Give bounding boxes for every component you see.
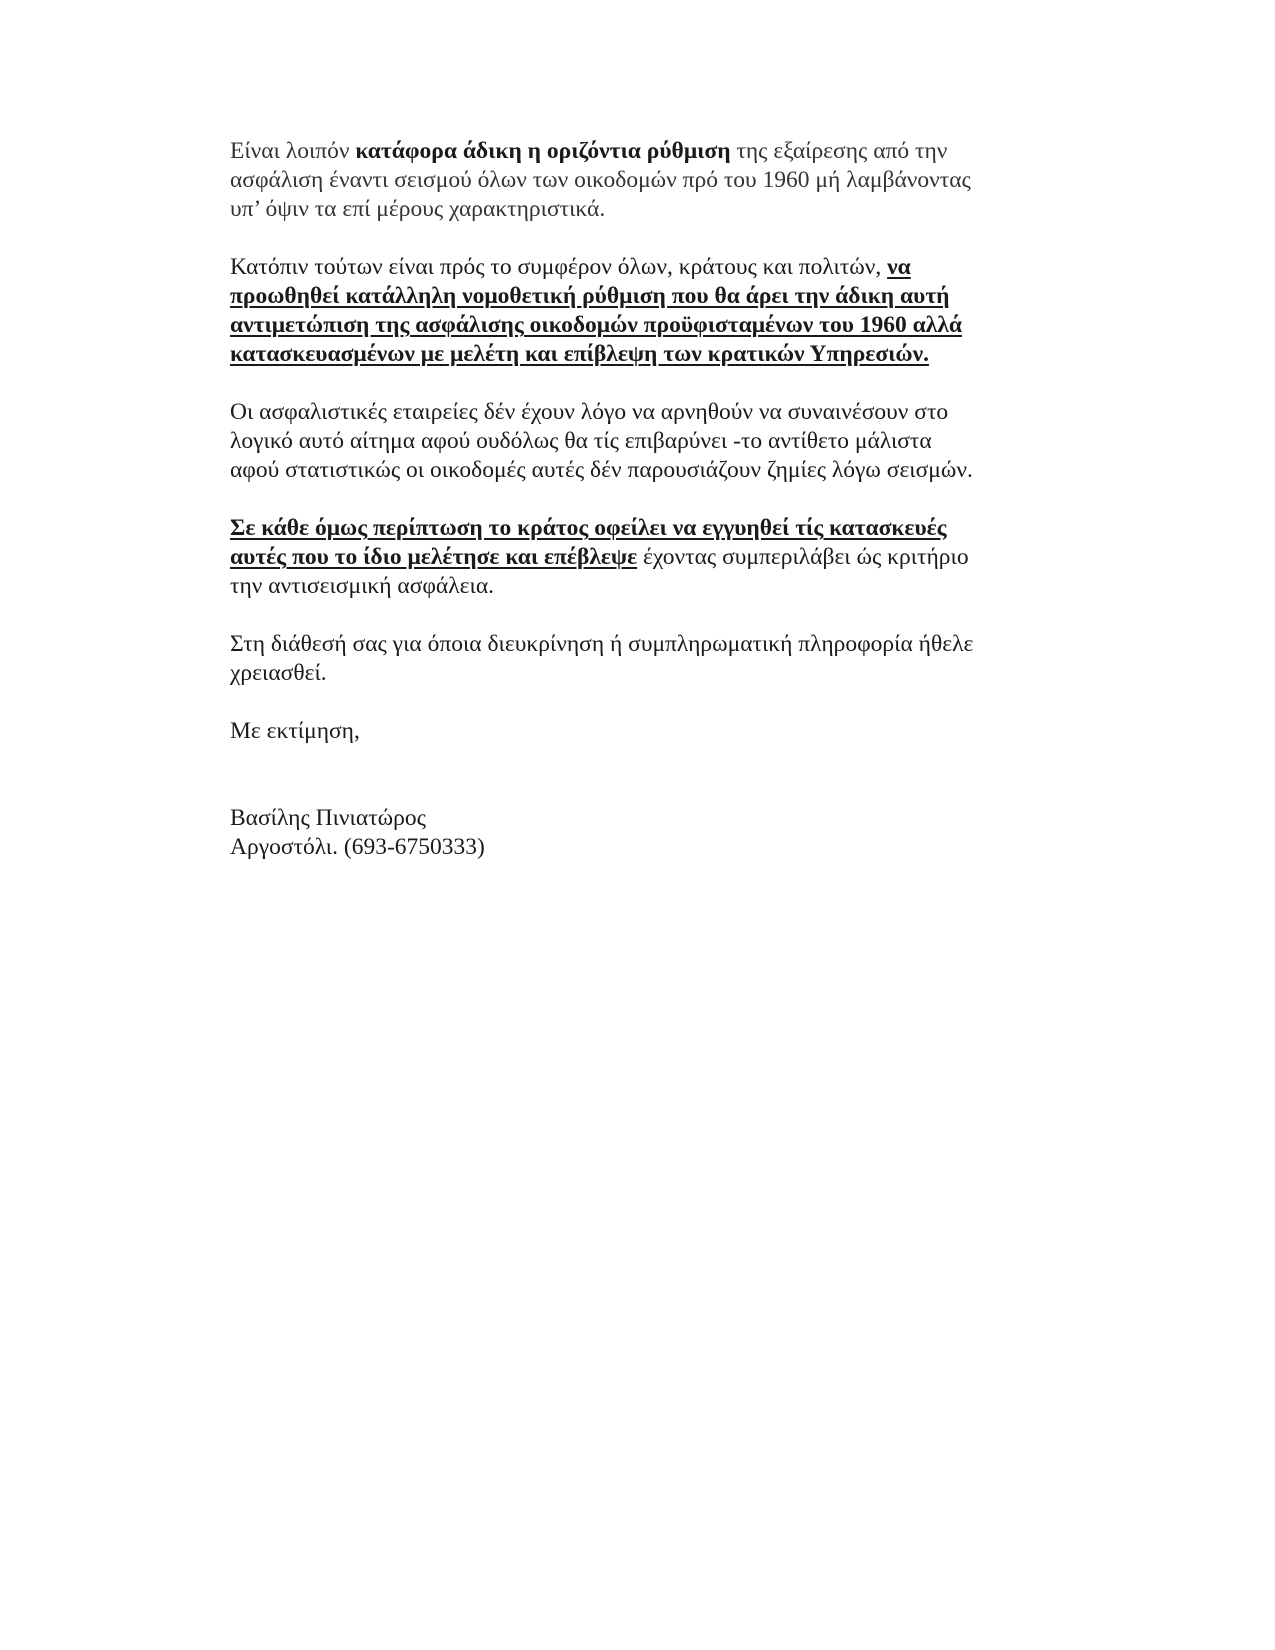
signature-block: [230, 804, 1060, 862]
paragraph-legislative-request: [230, 253, 1060, 369]
signature-name: Βασίλης Πινιατώρος: [230, 805, 426, 831]
p1-text-end: της εξαίρεσης από την: [730, 138, 948, 164]
p4-line-1: Σε κάθε όμως περίπτωση το κράτος οφείλει να εγγυηθεί τίς κατασκευές: [230, 515, 947, 541]
paragraph-horizontal-regulation: [230, 137, 1060, 224]
p5-line-1: Στη διάθεσή σας για όποια διευκρίνηση ή συμπληρωματική πληροφορία ήθελε: [230, 631, 974, 657]
p3-line-3: αφού στατιστικώς οι οικοδομές αυτές δέν παρουσιάζουν ζημίες λόγω σεισμών.: [230, 457, 973, 483]
p5-line-2: χρειασθεί.: [230, 660, 327, 686]
signature-contact: Αργοστόλι. (693-6750333): [230, 834, 485, 860]
p2-text-start: Κατόπιν τούτων είναι πρός το συμφέρον όλων, κράτους και πολιτών,: [230, 254, 888, 280]
p3-line-1: Οι ασφαλιστικές εταιρείες δέν έχουν λόγο να αρνηθούν να συναινέσουν στο: [230, 399, 949, 425]
p2-line-4: κατασκευασμένων με μελέτη και επίβλεψη των κρατικών Υπηρεσιών.: [230, 341, 929, 367]
p4-emphasis: αυτές που το ίδιο μελέτησε και επέβλεψε: [230, 544, 638, 570]
closing-text: Με εκτίμηση,: [230, 718, 360, 744]
p2-emphasis-start: να: [887, 254, 911, 280]
p1-emphasis: κατάφορα άδικη η οριζόντια ρύθμιση: [355, 138, 731, 164]
p4-line-3: την αντισεισμική ασφάλεια.: [230, 573, 495, 599]
p1-line-3: υπ’ όψιν τα επί μέρους χαρακτηριστικά.: [230, 196, 606, 222]
p4-text-end: έχοντας συμπεριλάβει ώς κριτήριο: [637, 544, 969, 570]
closing: [230, 717, 1060, 746]
paragraph-insurers: [230, 398, 1060, 485]
p3-line-2: λογικό αυτό αίτημα αφού ουδόλως θα τίς επιβαρύνει -το αντίθετο μάλιστα: [230, 428, 932, 454]
paragraph-availability: [230, 630, 1060, 688]
p2-line-3: αντιμετώπιση της ασφάλισης οικοδομών προϋφισταμένων του 1960 αλλά: [230, 312, 962, 338]
paragraph-state-guarantee: [230, 514, 1060, 601]
letter-body: [230, 137, 1060, 862]
p1-text-start: Είναι λοιπόν: [230, 138, 356, 164]
p1-line-2: ασφάλιση έναντι σεισμού όλων των οικοδομών πρό του 1960 μή λαμβάνοντας: [230, 167, 971, 193]
p2-line-2: προωθηθεί κατάλληλη νομοθετική ρύθμιση που θα άρει την άδικη αυτή: [230, 283, 950, 309]
